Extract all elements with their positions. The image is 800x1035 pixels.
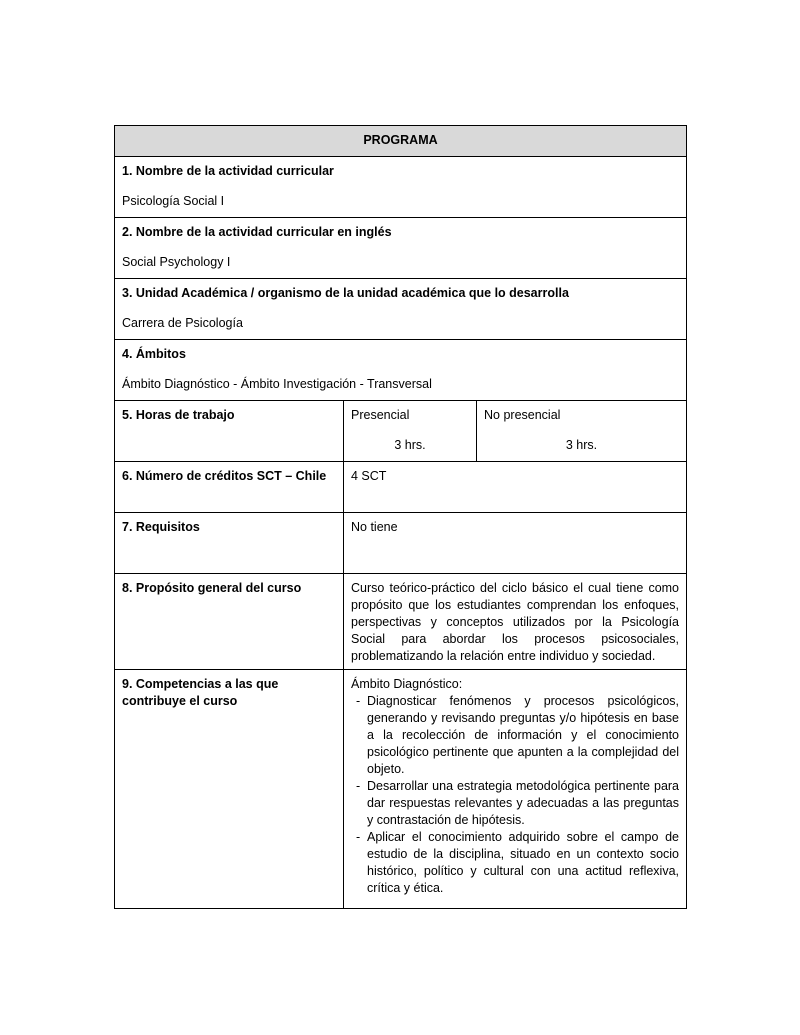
nombre-ingles-label: 2. Nombre de la actividad curricular en inglés [122,225,392,239]
table-header: PROGRAMA [115,126,687,157]
ambitos-value: Ámbito Diagnóstico - Ámbito Investigación - Transversal [122,377,432,391]
creditos-value-cell [344,462,687,513]
requisitos-label: 7. Requisitos [122,520,200,534]
presencial-cell [344,401,477,462]
row-requisitos [115,513,687,574]
row-ambitos [115,340,687,401]
competencias-heading: Ámbito Diagnóstico: [351,677,463,691]
presencial-value: 3 hrs. [394,438,426,452]
list-item: - Diagnosticar fenómenos y procesos psicológicos, generando y revisando preguntas y/o hipótesis en base a la recolección de información y el conocimiento psicológico pertinente que apunten a la complejidad del objeto. [353,693,679,778]
nombre-label: 1. Nombre de la actividad curricular [122,164,334,178]
unidad-cell [115,279,687,340]
unidad-label: 3. Unidad Académica / organismo de la unidad académica que lo desarrolla [122,286,569,300]
requisitos-value: No tiene [351,520,398,534]
header-row [115,126,687,157]
nombre-value: Psicología Social I [122,194,225,208]
creditos-label-cell [115,462,344,513]
competencias-list [351,693,679,897]
ambitos-label: 4. Ámbitos [122,347,186,361]
row-competencias [115,670,687,909]
nombre-ingles-value: Social Psychology I [122,255,231,269]
competencias-label: 9. Competencias a las que contribuye el curso [122,677,279,708]
presencial-label: Presencial [351,408,410,422]
program-table [114,125,687,909]
proposito-value-cell [344,574,687,670]
creditos-value: 4 SCT [351,469,387,483]
creditos-label: 6. Número de créditos SCT – Chile [122,469,327,483]
no-presencial-cell [477,401,687,462]
unidad-value: Carrera de Psicología [122,316,243,330]
row-nombre-ingles [115,218,687,279]
list-item: - Desarrollar una estrategia metodológica pertinente para dar respuestas relevantes y adecuadas a las preguntas y contrastación de hipótesis. [353,778,679,829]
row-horas [115,401,687,462]
proposito-label-cell [115,574,344,670]
competencias-value-cell [344,670,687,909]
proposito-value: Curso teórico-práctico del ciclo básico el cual tiene como propósito que los estudiantes comprendan los enfoques, perspectivas y conceptos utilizados por la Psicología Social para abordar los procesos psicosociales, problematizando la relación entre individuo y sociedad. [351,581,680,663]
requisitos-label-cell [115,513,344,574]
list-item: - Aplicar el conocimiento adquirido sobre el campo de estudio de la disciplina, situado en un contexto socio histórico, político y cultural con una actitud reflexiva, crítica y ética. [353,829,679,897]
ambitos-cell [115,340,687,401]
row-creditos [115,462,687,513]
no-presencial-value: 3 hrs. [565,438,598,452]
horas-label: 5. Horas de trabajo [122,408,235,422]
nombre-ingles-cell [115,218,687,279]
horas-label-cell [115,401,344,462]
row-proposito [115,574,687,670]
competencias-label-cell [115,670,344,909]
row-unidad [115,279,687,340]
no-presencial-label: No presencial [484,408,561,422]
nombre-cell [115,157,687,218]
requisitos-value-cell [344,513,687,574]
proposito-label: 8. Propósito general del curso [122,581,302,595]
row-nombre [115,157,687,218]
